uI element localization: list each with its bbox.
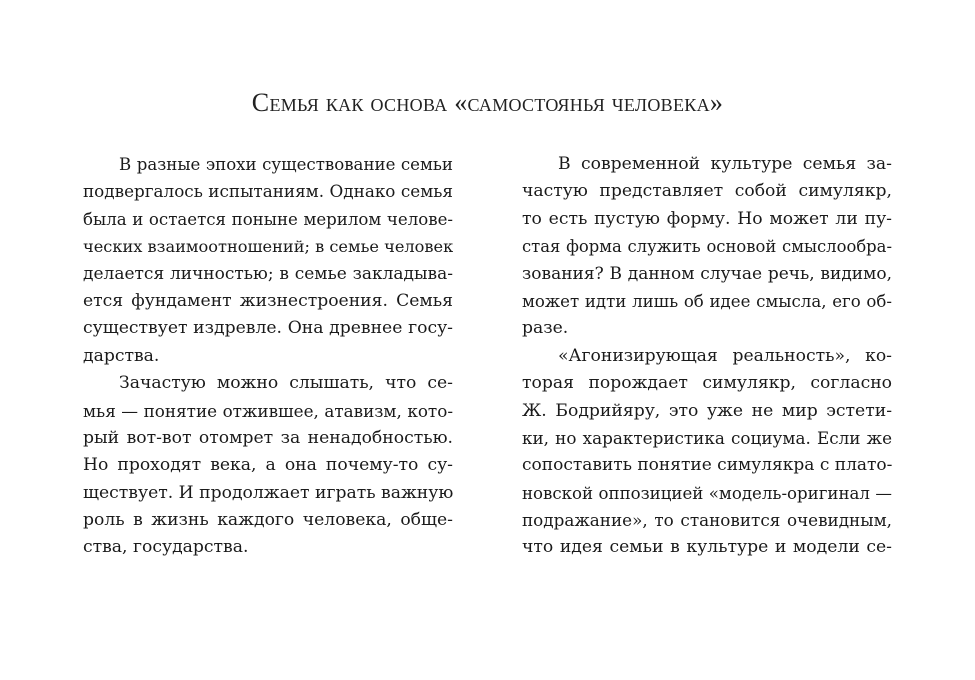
page-title: Семья как основа «самостоянья человека» (251, 88, 724, 117)
text-line: была и остается поныне мерилом челове- (83, 209, 453, 229)
text-line: ства, государства. (83, 537, 249, 558)
text-line: Ж. Бодрийяру, это уже не мир эстети- (522, 400, 892, 421)
text-line: сопоставить понятие симулякра с плато- (522, 455, 892, 476)
text-line: зования? В данном случае речь, видимо, (522, 263, 892, 284)
text-line: ется фундамент жизнестроения. Семья (83, 290, 453, 311)
paragraph (83, 370, 453, 562)
text-line: подвергалось испытаниям. Однако семья (83, 181, 453, 202)
text-line: существует издревле. Она древнее госу- (83, 318, 453, 339)
text-line: подражание», то становится очевидным, (522, 510, 892, 531)
paragraph (83, 151, 453, 370)
paragraph (522, 343, 892, 562)
text-line: может идти лишь об идее смысла, его об- (522, 291, 892, 311)
text-line: стая форма служить основой смыслообра- (522, 237, 892, 257)
text-line: что идея семьи в культуре и модели се- (522, 537, 892, 558)
paragraph (522, 151, 892, 343)
text-line: роль в жизнь каждого человека, обще- (83, 510, 453, 531)
right-column (522, 151, 892, 562)
text-line: частую представляет собой симулякр, (522, 181, 892, 202)
text-line: В современной культуре семья за- (558, 154, 892, 174)
text-line: разе. (522, 318, 569, 339)
text-line: делается личностью; в семье закладыва- (83, 263, 453, 284)
text-line: новской оппозицией «модель-оригинал — (522, 483, 892, 503)
text-line: рый вот-вот отомрет за ненадобностью. (83, 427, 453, 448)
text-line: торая порождает симулякр, согласно (522, 373, 892, 394)
text-line: «Агонизирующая реальность», ко- (558, 345, 892, 366)
left-column (83, 151, 453, 562)
text-line: Зачастую можно слышать, что се- (119, 373, 453, 394)
text-line: ческих взаимоотношений; в семье человек (83, 237, 453, 257)
text-line: то есть пустую форму. Но может ли пу- (522, 208, 892, 229)
text-line: В разные эпохи существование семьи (119, 155, 453, 174)
text-line: мья — понятие отжившее, атавизм, кото- (83, 400, 453, 421)
text-line: ки, но характеристика социума. Если же (522, 427, 892, 448)
text-line: дарства. (83, 345, 160, 366)
text-line: ществует. И продолжает играть важную (83, 482, 453, 503)
text-line: Но проходят века, а она почему-то су- (83, 455, 453, 476)
